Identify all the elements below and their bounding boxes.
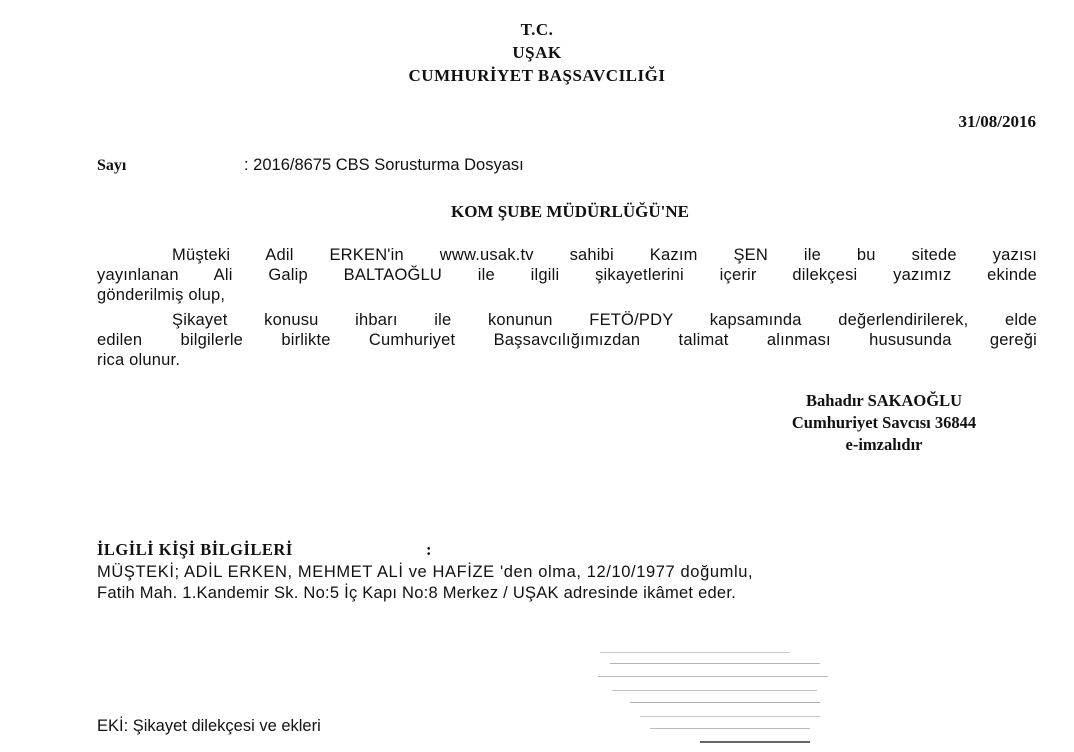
document-date: 31/08/2016 [958, 112, 1036, 131]
header-office: CUMHURİYET BAŞSAVCILIĞI [408, 66, 666, 85]
reference-value: : 2016/8675 CBS Sorusturma Dosyası [244, 156, 524, 174]
body-p1-line3: gönderilmiş olup, [97, 286, 226, 304]
signature-name: Bahadır SAKAOĞLU [805, 391, 963, 410]
related-persons-line2: Fatih Mah. 1.Kandemir Sk. No:5 İç Kapı No:8 Merkez / UŞAK adresinde ikâmet eder. [97, 584, 737, 602]
signature-esign: e-imzalıdır [845, 435, 923, 454]
header-city: UŞAK [512, 43, 562, 62]
header-tc: T.C. [520, 20, 554, 39]
body-p2-line2: edilen bilgilerle birlikte Cumhuriyet Başsavcılığımızdan talimat alınması hususunda gereği [97, 331, 1037, 349]
body-p2-line1: Şikayet konusu ihbarı ile konunun FETÖ/PDY kapsamında değerlendirilerek, elde [172, 311, 1037, 329]
body-p1-line2: yayınlanan Ali Galip BALTAOĞLU ile ilgili şikayetlerini içerir dilekçesi yazımız ekinde [97, 266, 1037, 284]
signature-title: Cumhuriyet Savcısı 36844 [791, 413, 977, 432]
body-paragraph-2 [97, 310, 1037, 370]
recipient-title: KOM ŞUBE MÜDÜRLÜĞÜ'NE [450, 202, 689, 221]
body-paragraph-1 [97, 245, 1037, 305]
related-persons-line1: MÜŞTEKİ; ADİL ERKEN, MEHMET ALİ ve HAFİZE 'den olma, 12/10/1977 doğumlu, [97, 563, 754, 581]
related-persons-heading: İLGİLİ KİŞİ BİLGİLERİ [97, 540, 293, 559]
reference-label: Sayı [97, 157, 127, 174]
body-p1-line1: Müşteki Adil ERKEN'in www.usak.tv sahibi Kazım ŞEN ile bu sitede yazısı [172, 246, 1037, 264]
related-persons-colon: : [426, 540, 432, 559]
body-p2-line3: rica olunur. [97, 351, 181, 369]
attachment-note: EKİ: Şikayet dilekçesi ve ekleri [97, 717, 321, 735]
